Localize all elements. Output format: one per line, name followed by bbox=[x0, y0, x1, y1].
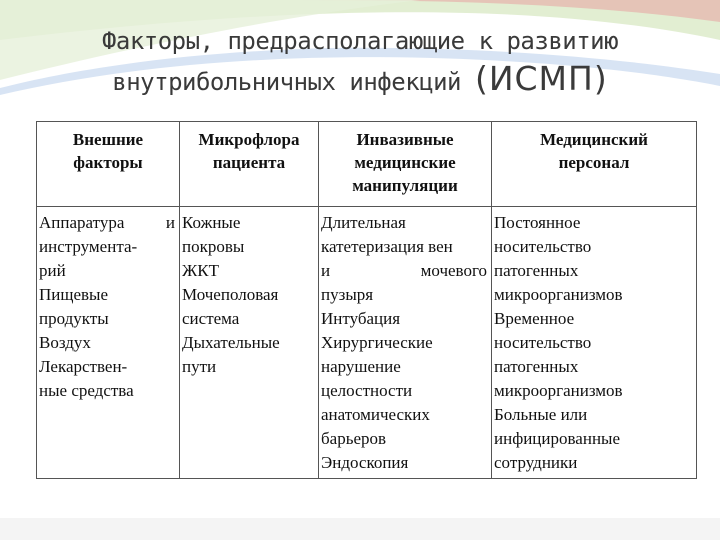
header-text-line: манипуляции bbox=[352, 176, 458, 195]
cell-text-line: продукты bbox=[39, 309, 109, 328]
word: и bbox=[321, 261, 331, 280]
cell-text-line bbox=[39, 211, 175, 235]
cell-text-line bbox=[321, 259, 487, 283]
cell-text-line: Интубация bbox=[321, 309, 401, 328]
title-line-2 bbox=[0, 60, 720, 101]
cell-medical-staff bbox=[492, 207, 697, 479]
cell-text-line: нарушение bbox=[321, 357, 401, 376]
cell-text-line: Хирургические bbox=[321, 333, 433, 352]
title-line-2-text: внутрибольничных инфекций bbox=[112, 68, 461, 96]
cell-text-line: носительство bbox=[494, 237, 592, 256]
header-text-line: медицинские bbox=[354, 153, 456, 172]
header-text-line: Медицинский bbox=[540, 130, 648, 149]
cell-text-line: микроорганизмов bbox=[494, 285, 623, 304]
cell-text-line: инфицированные bbox=[494, 429, 621, 448]
cell-patient-microflora bbox=[180, 207, 319, 479]
cell-text-line: Эндоскопия bbox=[321, 453, 409, 472]
cell-text-line: Временное bbox=[494, 309, 575, 328]
cell-content bbox=[37, 211, 179, 403]
cell-text-line: Дыхательные bbox=[182, 333, 280, 352]
slide-title bbox=[0, 22, 720, 101]
title-acronym: (ИСМП) bbox=[474, 59, 608, 98]
header-text-line: Инвазивные bbox=[356, 130, 454, 149]
cell-text-line: Кожные bbox=[182, 213, 241, 232]
table-body-row bbox=[37, 207, 697, 479]
cell-text-line: барьеров bbox=[321, 429, 387, 448]
cell-content bbox=[180, 211, 318, 379]
cell-text-line: пути bbox=[182, 357, 217, 376]
header-external-factors bbox=[37, 122, 180, 207]
header-patient-microflora bbox=[180, 122, 319, 207]
cell-text-line: Лекарствен- bbox=[39, 357, 128, 376]
cell-text-line: рий bbox=[39, 261, 66, 280]
cell-text-line: пузыря bbox=[321, 285, 374, 304]
cell-text-line: инструмента- bbox=[39, 237, 138, 256]
header-invasive-procedures bbox=[319, 122, 492, 207]
cell-text-line: Пищевые bbox=[39, 285, 109, 304]
cell-text-line: анатомических bbox=[321, 405, 430, 424]
word: и bbox=[165, 213, 175, 232]
cell-text-line: носительство bbox=[494, 333, 592, 352]
cell-text-line: система bbox=[182, 309, 240, 328]
cell-text-line: Длительная bbox=[321, 213, 406, 232]
word: Аппаратура bbox=[39, 213, 125, 232]
cell-text-line: целостности bbox=[321, 381, 413, 400]
header-text-line: Внешние bbox=[72, 130, 144, 149]
cell-content bbox=[492, 211, 696, 475]
cell-text-line: Постоянное bbox=[494, 213, 581, 232]
header-text-line: Микрофлора bbox=[198, 130, 300, 149]
cell-text-line: покровы bbox=[182, 237, 245, 256]
header-text-line: факторы bbox=[73, 153, 143, 172]
cell-content bbox=[319, 211, 491, 475]
cell-text-line: патогенных bbox=[494, 261, 579, 280]
table-header-row bbox=[37, 122, 697, 207]
cell-external-factors bbox=[37, 207, 180, 479]
cell-text-line: ные средства bbox=[39, 381, 134, 400]
cell-text-line: микроорганизмов bbox=[494, 381, 623, 400]
header-text-line: персонал bbox=[558, 153, 630, 172]
cell-text-line: Больные или bbox=[494, 405, 588, 424]
cell-text-line: патогенных bbox=[494, 357, 579, 376]
title-line-1: Факторы, предрасполагающие к развитию bbox=[101, 27, 619, 55]
cell-text-line: Воздух bbox=[39, 333, 91, 352]
cell-text-line: ЖКТ bbox=[182, 261, 219, 280]
cell-text-line: Мочеполовая bbox=[182, 285, 279, 304]
cell-invasive-procedures bbox=[319, 207, 492, 479]
word: мочевого bbox=[420, 261, 487, 280]
header-text-line: пациента bbox=[212, 153, 286, 172]
cell-text-line: сотрудники bbox=[494, 453, 578, 472]
header-medical-staff bbox=[492, 122, 697, 207]
cell-text-line: катетеризация вен bbox=[321, 237, 453, 256]
risk-factors-table bbox=[36, 121, 697, 479]
